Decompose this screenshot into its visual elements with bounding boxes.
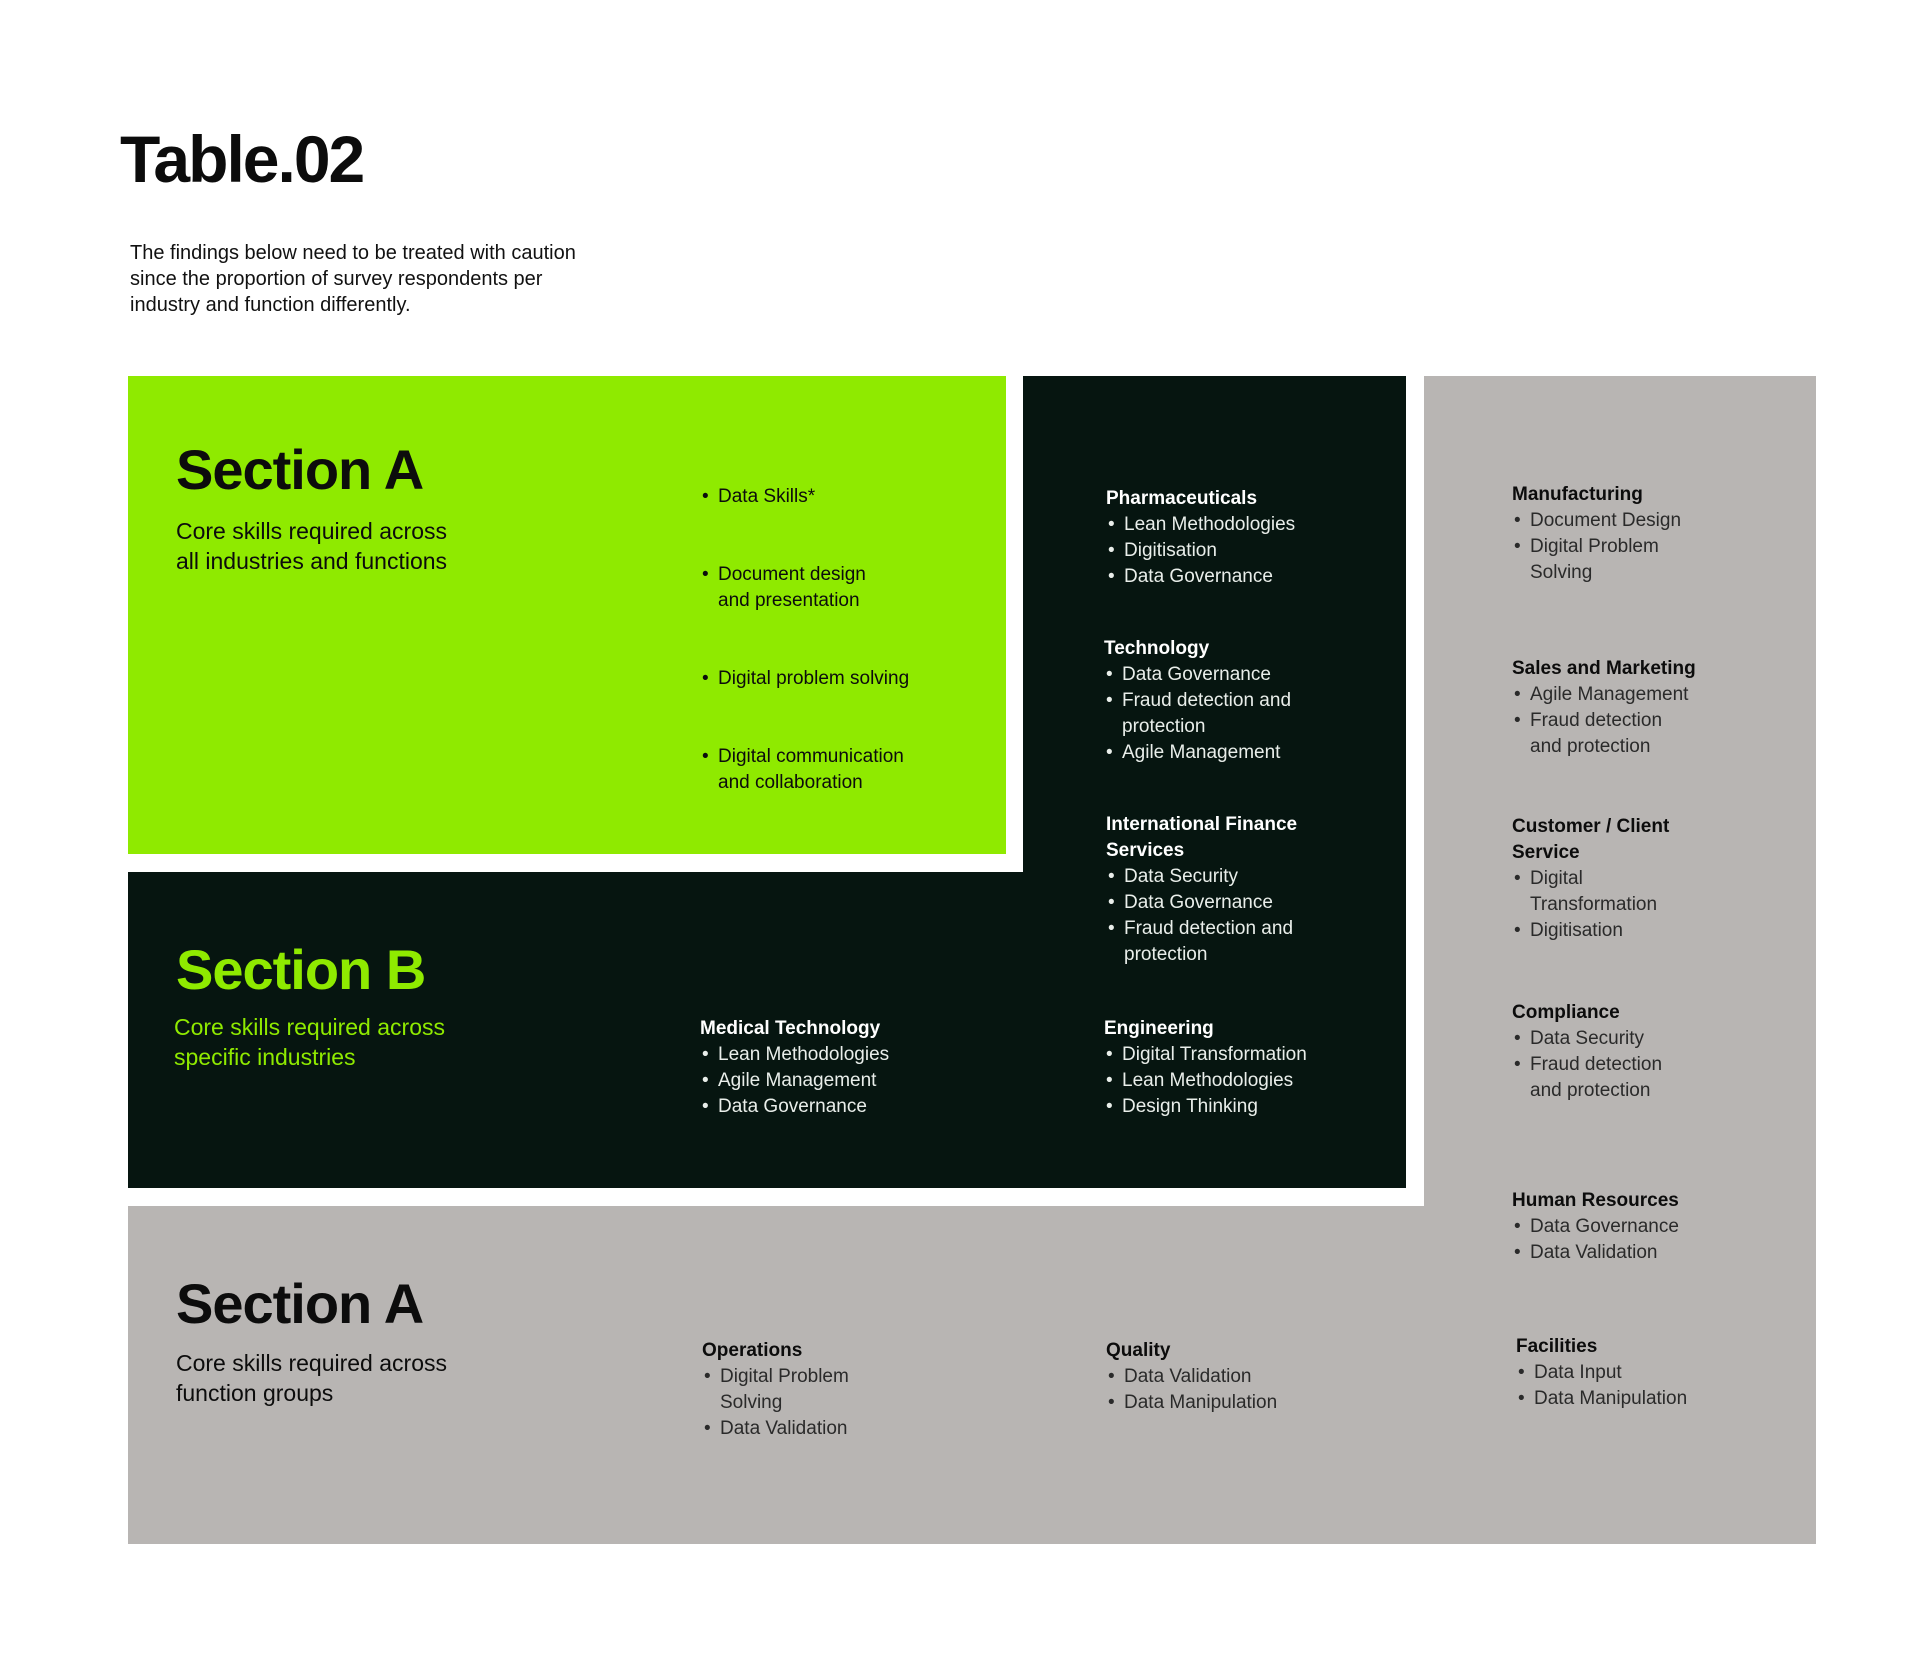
skill-item (1104, 688, 1354, 740)
skill-item (1106, 1364, 1356, 1390)
skill-text: Lean Methodologies (718, 1044, 890, 1065)
skill-text: Lean Methodologies (1124, 514, 1296, 535)
industry-skills (1106, 512, 1356, 590)
skill-item (700, 1094, 950, 1120)
skill-item (1106, 890, 1356, 916)
section-b-title: Section B (176, 938, 426, 1001)
section-a-title: Section A (176, 438, 424, 501)
function-skills (1512, 682, 1762, 760)
skill-text: Solving (720, 1392, 783, 1413)
core-skills-list (700, 484, 980, 796)
function-name: Human Resources (1512, 1190, 1679, 1211)
skill-text: protection (1122, 716, 1206, 737)
skill-text: Agile Management (718, 1070, 877, 1091)
skill-text: Data Security (1124, 866, 1239, 887)
skill-item (700, 666, 980, 692)
industry-international-finance-services (1106, 812, 1356, 968)
industry-skills (1106, 864, 1356, 968)
skill-text: Lean Methodologies (1122, 1070, 1294, 1091)
function-skills (1512, 508, 1762, 586)
skill-text: Data Security (1530, 1028, 1645, 1049)
skill-item (1512, 534, 1762, 586)
skill-text: Data Validation (1530, 1242, 1658, 1263)
function-name: Compliance (1512, 1002, 1620, 1023)
subtitle-line: Core skills required across (174, 1014, 445, 1040)
skill-item (1512, 508, 1762, 534)
skill-text: Document design (718, 564, 866, 585)
skill-item (1104, 1094, 1354, 1120)
skill-item (700, 744, 980, 796)
skill-item (1512, 1214, 1762, 1240)
function-name (1512, 814, 1762, 866)
skill-text: Data Manipulation (1534, 1388, 1688, 1409)
intro-line: The findings below need to be treated with caution (130, 242, 576, 264)
skill-text: Fraud detection (1530, 1054, 1663, 1075)
industry-skills (1104, 1042, 1354, 1120)
function-skills (1512, 866, 1762, 944)
skill-text: Data Skills* (718, 486, 816, 507)
function-human-resources (1512, 1188, 1762, 1266)
section-b-upper-panel (1023, 376, 1406, 876)
function-name-line: Service (1512, 842, 1580, 863)
subtitle-line: all industries and functions (176, 548, 448, 574)
skill-item (1516, 1386, 1766, 1412)
function-skills (702, 1364, 952, 1442)
skill-text: and collaboration (718, 772, 863, 793)
skill-text: Data Governance (1124, 566, 1273, 587)
function-name-line: Customer / Client (1512, 816, 1670, 837)
skill-text: Data Governance (1122, 664, 1271, 685)
function-skills (1512, 1214, 1762, 1266)
industry-skills (1104, 662, 1354, 766)
skill-item (1106, 916, 1356, 968)
skill-text: Data Validation (1124, 1366, 1252, 1387)
skill-text: Data Manipulation (1124, 1392, 1278, 1413)
industry-name: Medical Technology (700, 1018, 881, 1039)
page-title: Table.02 (120, 122, 364, 196)
skill-item (1512, 1240, 1762, 1266)
skill-item (1104, 1042, 1354, 1068)
skill-item (1512, 918, 1762, 944)
function-customer-client-service (1512, 814, 1762, 944)
skill-text: Digitisation (1124, 540, 1217, 561)
function-sales-and-marketing (1512, 656, 1762, 760)
skill-item (1106, 564, 1356, 590)
skill-text: Agile Management (1122, 742, 1281, 763)
section-a-subtitle (176, 516, 447, 576)
industry-name-line: Services (1106, 840, 1185, 861)
skill-item (1104, 662, 1354, 688)
section-b-subtitle (174, 1012, 445, 1072)
skill-text: Data Governance (718, 1096, 867, 1117)
skill-text: Digital communication (718, 746, 904, 767)
subtitle-line: Core skills required across (176, 518, 447, 544)
skill-item (1104, 1068, 1354, 1094)
industry-name: Technology (1104, 638, 1210, 659)
function-name: Facilities (1516, 1336, 1598, 1357)
function-compliance (1512, 1000, 1762, 1104)
skill-item (1104, 740, 1354, 766)
industry-medical-technology (700, 1016, 950, 1120)
skill-text: and protection (1530, 1080, 1651, 1101)
skill-text: Transformation (1530, 894, 1658, 915)
skill-item (1512, 1052, 1762, 1104)
industry-name-line: International Finance (1106, 814, 1298, 835)
skill-text: and presentation (718, 590, 860, 611)
skill-text: Digital problem solving (718, 668, 910, 689)
industry-technology (1104, 636, 1354, 766)
skill-text: Digital Problem (720, 1366, 849, 1387)
skill-text: protection (1124, 944, 1208, 965)
skill-text: and protection (1530, 736, 1651, 757)
skill-text: Digital (1530, 868, 1583, 889)
skill-item (1516, 1360, 1766, 1386)
function-quality (1106, 1338, 1356, 1416)
skill-text: Data Validation (720, 1418, 848, 1439)
skill-item (1512, 866, 1762, 918)
subtitle-line: specific industries (174, 1044, 356, 1070)
function-name: Operations (702, 1340, 803, 1361)
skill-text: Digitisation (1530, 920, 1623, 941)
function-facilities (1516, 1334, 1766, 1412)
function-name: Manufacturing (1512, 484, 1643, 505)
industry-pharmaceuticals (1106, 486, 1356, 590)
skill-text: Digital Problem (1530, 536, 1659, 557)
skill-item (1512, 1026, 1762, 1052)
skill-text: Fraud detection and (1122, 690, 1292, 711)
skill-text: Document Design (1530, 510, 1682, 531)
industry-name (1106, 812, 1356, 864)
skill-item (700, 562, 980, 614)
industry-engineering (1104, 1016, 1354, 1120)
skill-item (702, 1416, 952, 1442)
skill-text: Data Governance (1530, 1216, 1679, 1237)
skill-text: Digital Transformation (1122, 1044, 1307, 1065)
section-a-bottom-subtitle (176, 1348, 447, 1408)
intro-text (130, 240, 670, 318)
skill-item (702, 1364, 952, 1416)
section-a-bottom-title: Section A (176, 1272, 424, 1335)
function-skills (1106, 1364, 1356, 1416)
skill-text: Fraud detection and (1124, 918, 1294, 939)
skill-text: Solving (1530, 562, 1593, 583)
skill-text: Data Input (1534, 1362, 1622, 1383)
skill-item (1106, 512, 1356, 538)
skill-text: Design Thinking (1122, 1096, 1258, 1117)
skill-item (1106, 864, 1356, 890)
function-name: Quality (1106, 1340, 1171, 1361)
subtitle-line: Core skills required across (176, 1350, 447, 1376)
intro-line: industry and function differently. (130, 294, 411, 316)
industry-name: Engineering (1104, 1018, 1214, 1039)
function-skills (1512, 1026, 1762, 1104)
function-name: Sales and Marketing (1512, 658, 1696, 679)
industry-skills (700, 1042, 950, 1120)
skill-text: Fraud detection (1530, 710, 1663, 731)
function-skills (1516, 1360, 1766, 1412)
skill-item (700, 484, 980, 510)
function-manufacturing (1512, 482, 1762, 586)
skill-item (700, 1068, 950, 1094)
skill-item (1106, 1390, 1356, 1416)
skill-text: Data Governance (1124, 892, 1273, 913)
skill-item (1512, 708, 1762, 760)
function-operations (702, 1338, 952, 1442)
skill-item (700, 1042, 950, 1068)
industry-name: Pharmaceuticals (1106, 488, 1258, 509)
intro-line: since the proportion of survey respondents per (130, 268, 543, 290)
skill-item (1106, 538, 1356, 564)
skill-text: Agile Management (1530, 684, 1689, 705)
subtitle-line: function groups (176, 1380, 334, 1406)
skill-item (1512, 682, 1762, 708)
